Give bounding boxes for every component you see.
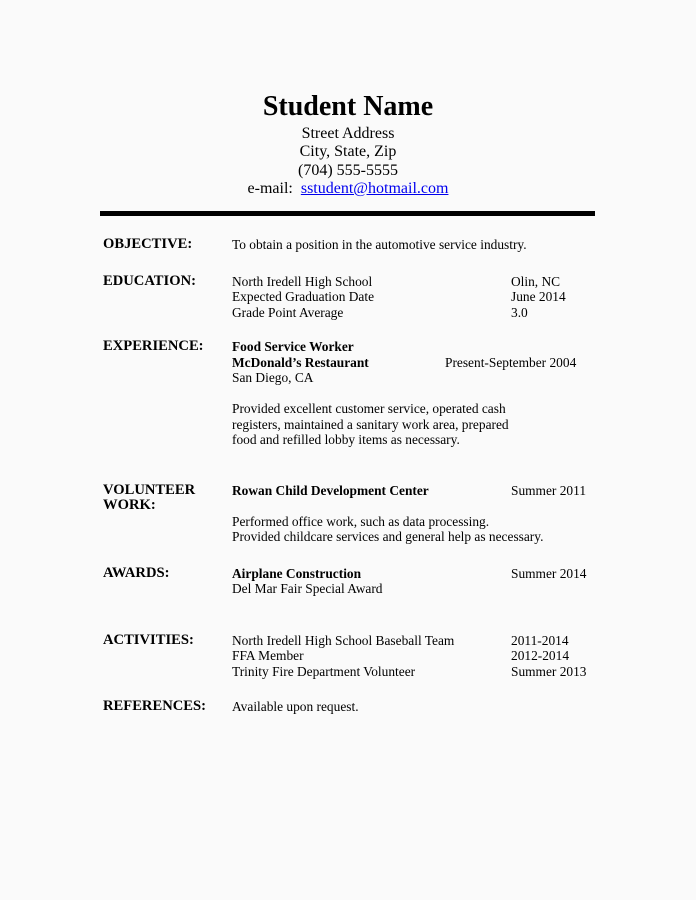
employment-dates: Present-September 2004 xyxy=(445,354,577,370)
street-address: Street Address xyxy=(301,125,395,142)
resume-body xyxy=(0,237,696,715)
experience-label: EXPERIENCE: xyxy=(103,338,204,355)
section-activities xyxy=(103,633,696,680)
references-row xyxy=(232,699,696,715)
volunteer-date: Summer 2011 xyxy=(511,482,587,498)
activity-name: Trinity Fire Department Volunteer xyxy=(232,663,416,679)
awards-label: AWARDS: xyxy=(103,564,170,581)
email-link[interactable]: sstudent@hotmail.com xyxy=(300,179,449,197)
section-awards xyxy=(103,566,696,597)
description-line: registers, maintained a sanitary work area, prepared xyxy=(232,416,509,432)
description-line: Provided excellent customer service, operated cash xyxy=(232,401,506,417)
activity-dates: Summer 2013 xyxy=(511,663,587,679)
description-line: Performed office work, such as data processing. xyxy=(232,513,490,529)
graduation-date: June 2014 xyxy=(511,289,566,305)
description-line: Provided childcare services and general help as necessary. xyxy=(232,529,544,545)
objective-label: OBJECTIVE: xyxy=(103,236,193,253)
resume-header xyxy=(0,0,696,198)
student-name: Student Name xyxy=(262,91,434,122)
activity-dates: 2011-2014 xyxy=(511,632,569,648)
references-text: Available upon request. xyxy=(232,699,359,715)
activity-name: FFA Member xyxy=(232,648,304,664)
activity-row xyxy=(232,664,696,680)
volunteer-organization: Rowan Child Development Center xyxy=(232,482,429,498)
contact-block xyxy=(0,125,696,198)
description-line: food and refilled lobby items as necessary. xyxy=(232,432,460,448)
email-label: e-mail: xyxy=(247,179,293,197)
email-line xyxy=(0,180,696,198)
award-date: Summer 2014 xyxy=(511,565,587,581)
section-objective xyxy=(103,237,696,253)
education-label: EDUCATION: xyxy=(103,272,196,289)
objective-row xyxy=(232,237,696,253)
references-label: REFERENCES: xyxy=(103,698,206,715)
job-title: Food Service Worker xyxy=(232,339,354,355)
award-detail: Del Mar Fair Special Award xyxy=(232,581,383,597)
activity-name: North Iredell High School Baseball Team xyxy=(232,632,455,648)
education-row xyxy=(232,274,696,290)
section-experience xyxy=(103,339,696,448)
employer-location: San Diego, CA xyxy=(232,370,314,386)
experience-row xyxy=(232,370,696,386)
phone-number: (704) 555-5555 xyxy=(298,161,398,179)
school-name: North Iredell High School xyxy=(232,273,373,289)
education-row xyxy=(232,289,696,305)
divider-rule xyxy=(100,211,595,216)
section-volunteer-work xyxy=(103,483,696,545)
gpa-label: Grade Point Average xyxy=(232,304,344,320)
section-references xyxy=(103,699,696,715)
education-row xyxy=(232,305,696,321)
volunteer-row xyxy=(232,483,696,499)
employer-name: McDonald’s Restaurant xyxy=(232,354,369,370)
school-location: Olin, NC xyxy=(511,273,561,289)
experience-description xyxy=(232,401,696,448)
graduation-label: Expected Graduation Date xyxy=(232,289,375,305)
activity-dates: 2012-2014 xyxy=(511,648,570,664)
gpa-value: 3.0 xyxy=(511,304,528,320)
volunteer-description xyxy=(232,514,696,545)
section-education xyxy=(103,274,696,321)
experience-row xyxy=(232,339,696,355)
volunteer-label: VOLUNTEER WORK: xyxy=(103,481,196,514)
city-state-zip: City, State, Zip xyxy=(299,143,397,161)
activities-label: ACTIVITIES: xyxy=(103,631,194,648)
award-row xyxy=(232,566,696,582)
activity-row xyxy=(232,633,696,649)
award-title: Airplane Construction xyxy=(232,565,362,581)
activity-row xyxy=(232,648,696,664)
experience-row xyxy=(232,355,696,371)
objective-text: To obtain a position in the automotive service industry. xyxy=(232,237,527,253)
award-row xyxy=(232,581,696,597)
